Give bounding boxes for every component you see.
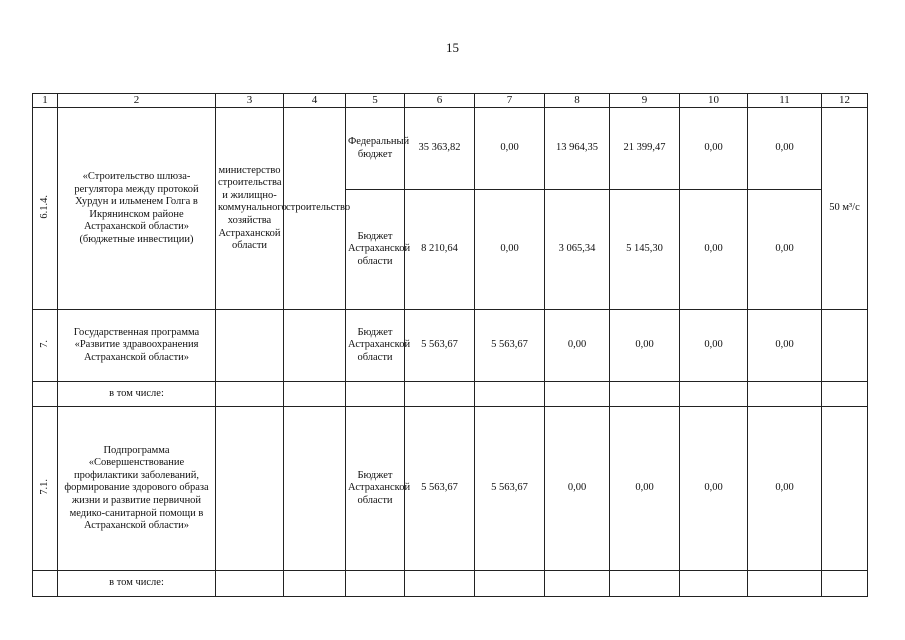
column-header: 6 [405,94,475,108]
row-number: 7.1. [38,478,50,495]
value-cell: 0,00 [748,407,822,571]
row-number-cell [33,310,58,382]
value-cell: 0,00 [748,310,822,382]
row-name: Подпрограмма «Совершенствование профилактики заболеваний, формирование здорового образа жизни и развитие первичной медико-санитарной помощи в Астраханской области» [58,407,216,571]
column-header: 2 [58,94,216,108]
column-header-row [33,94,868,108]
empty-cell [346,382,405,407]
empty-cell [680,382,748,407]
value-cell: 5 145,30 [610,190,680,310]
activity-cell: строительство [284,108,346,310]
row-number-cell [33,108,58,310]
empty-cell [284,571,346,597]
empty-cell [822,571,868,597]
table-row [33,571,868,597]
row-name: «Строительство шлюза-регулятора между протокой Хурдун и ильменем Голга в Икрянинском районе Астраханской области» (бюджетные инвестиции) [58,108,216,310]
column-header: 4 [284,94,346,108]
value-cell: 5 563,67 [405,407,475,571]
value-cell: 0,00 [475,108,545,190]
column-header: 7 [475,94,545,108]
empty-cell [216,571,284,597]
value-cell: 8 210,64 [405,190,475,310]
empty-cell [822,382,868,407]
empty-cell [748,382,822,407]
value-cell: 0,00 [475,190,545,310]
column-header: 10 [680,94,748,108]
activity-cell [284,310,346,382]
column-header: 1 [33,94,58,108]
row-number-cell [33,571,58,597]
column-header: 3 [216,94,284,108]
empty-cell [545,571,610,597]
empty-cell [216,382,284,407]
empty-cell [475,571,545,597]
executor-cell [216,310,284,382]
value-cell: 0,00 [680,108,748,190]
row-number-cell [33,382,58,407]
empty-cell [748,571,822,597]
budget-table [32,93,868,597]
empty-cell [680,571,748,597]
indicator-cell: 50 м³/с [822,108,868,310]
column-header: 12 [822,94,868,108]
funding-source: Федеральный бюджет [346,108,405,190]
activity-cell [284,407,346,571]
value-cell: 3 065,34 [545,190,610,310]
table-row [33,382,868,407]
value-cell: 5 563,67 [405,310,475,382]
value-cell: 0,00 [680,190,748,310]
value-cell: 35 363,82 [405,108,475,190]
column-header: 8 [545,94,610,108]
value-cell: 21 399,47 [610,108,680,190]
empty-cell [284,382,346,407]
value-cell: 0,00 [680,310,748,382]
including-label: в том числе: [58,571,216,597]
empty-cell [610,571,680,597]
executor-cell: министерство строительства и жилищно-коммунального хозяйства Астраханской области [216,108,284,310]
indicator-cell [822,310,868,382]
value-cell: 0,00 [680,407,748,571]
funding-source: Бюджет Астраханской области [346,190,405,310]
row-number: 7. [38,339,50,348]
empty-cell [610,382,680,407]
empty-cell [405,571,475,597]
executor-cell [216,407,284,571]
value-cell: 0,00 [748,190,822,310]
value-cell: 0,00 [748,108,822,190]
value-cell: 0,00 [610,407,680,571]
value-cell: 5 563,67 [475,407,545,571]
column-header: 5 [346,94,405,108]
empty-cell [346,571,405,597]
column-header: 9 [610,94,680,108]
value-cell: 5 563,67 [475,310,545,382]
table-row [33,407,868,571]
column-header: 11 [748,94,822,108]
value-cell: 0,00 [545,407,610,571]
table-row [33,310,868,382]
row-name: Государственная программа «Развитие здравоохранения Астраханской области» [58,310,216,382]
indicator-cell [822,407,868,571]
page-number: 15 [446,40,459,55]
table-row [33,108,868,190]
empty-cell [405,382,475,407]
funding-source: Бюджет Астраханской области [346,407,405,571]
value-cell: 13 964,35 [545,108,610,190]
empty-cell [475,382,545,407]
row-number: 6.1.4. [38,194,50,219]
empty-cell [545,382,610,407]
including-label: в том числе: [58,382,216,407]
value-cell: 0,00 [610,310,680,382]
value-cell: 0,00 [545,310,610,382]
funding-source: Бюджет Астраханской области [346,310,405,382]
row-number-cell [33,407,58,571]
